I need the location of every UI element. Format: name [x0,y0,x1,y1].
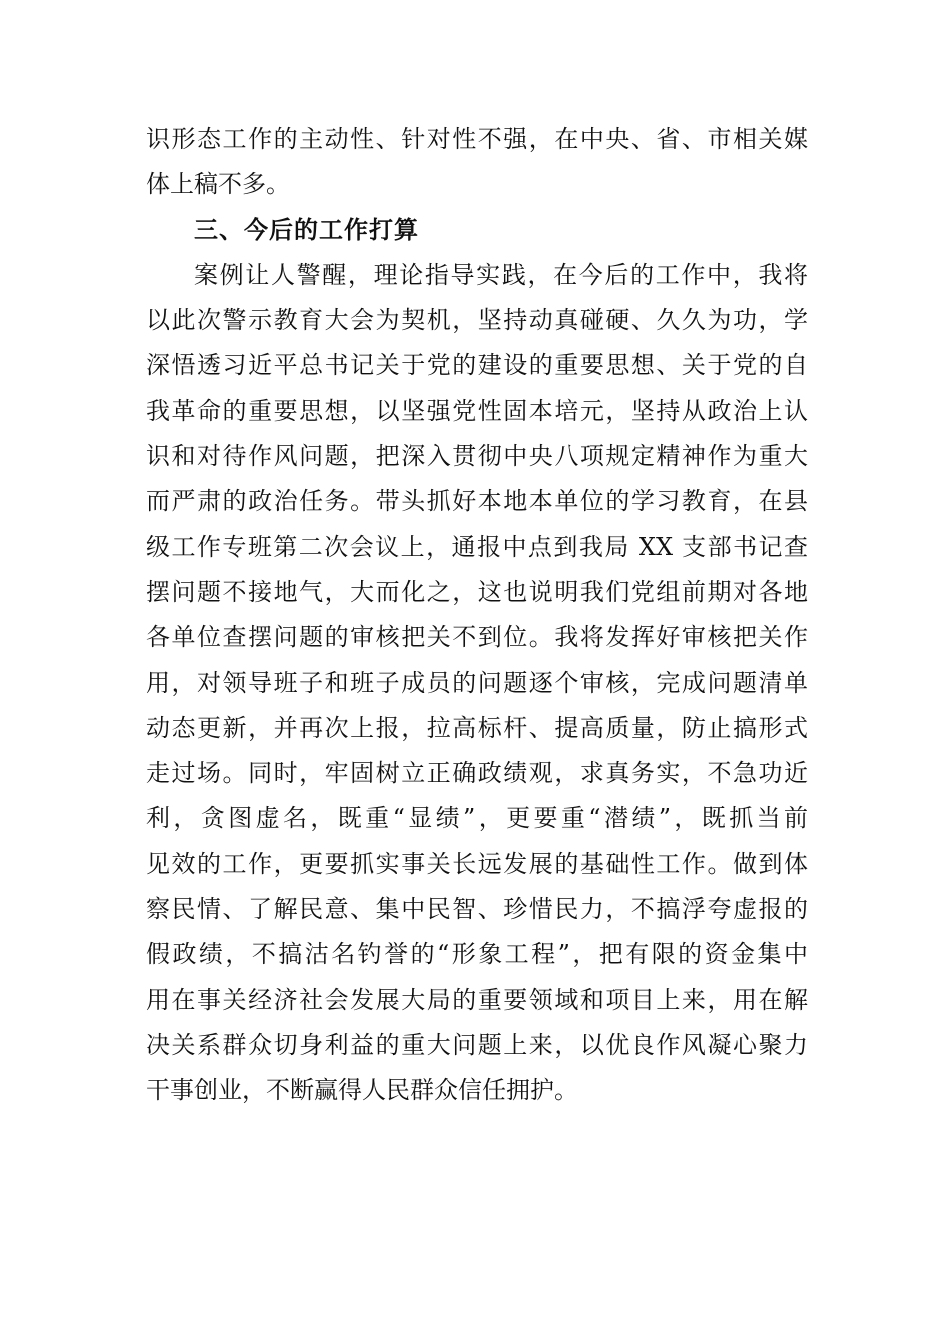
text-line: 案例让人警醒，理论指导实践，在今后的工作中，我将 [194,260,808,289]
text-line: 识和对待作风问题，把深入贯彻中央八项规定精神作为重大 [146,442,808,471]
text-line: 假政绩，不搞沽名钓誉的“形象工程”，把有限的资金集中 [146,940,808,969]
text-line: 用，对领导班子和班子成员的问题逐个审核，完成问题清单 [146,668,808,697]
text-line: 决关系群众切身利益的重大问题上来，以优良作风凝心聚力 [146,1030,808,1059]
text-line: 摆问题不接地气，大而化之，这也说明我们党组前期对各地 [146,577,808,606]
text-line: 利，贪图虚名，既重“显绩”，更要重“潜绩”，既抓当前 [146,804,808,833]
text-line: 以此次警示教育大会为契机，坚持动真碰硬、久久为功，学 [146,306,808,335]
text-line: 察民情、了解民意、集中民智、珍惜民力，不搞浮夸虚报的 [146,895,808,924]
document-body [146,117,808,1114]
text-line: 级工作专班第二次会议上，通报中点到我局 XX 支部书记查 [146,532,808,561]
text-line: 见效的工作，更要抓实事关长远发展的基础性工作。做到体 [146,849,808,878]
text-line: 识形态工作的主动性、针对性不强，在中央、省、市相关媒 [146,125,808,153]
text-line: 走过场。同时，牢固树立正确政绩观，求真务实，不急功近 [146,759,808,788]
text-line: 干事创业，不断赢得人民群众信任拥护。 [146,1076,578,1105]
text-line: 而严肃的政治任务。带头抓好本地本单位的学习教育，在县 [146,487,808,516]
text-line: 动态更新，并再次上报，拉高标杆、提高质量，防止搞形式 [146,713,808,742]
text-line: 体上稿不多。 [146,170,290,199]
text-line: 各单位查摆问题的审核把关不到位。我将发挥好审核把关作 [146,623,808,652]
text-line: 我革命的重要思想，以坚强党性固本培元，坚持从政治上认 [146,396,808,425]
section-heading: 三、今后的工作打算 [194,215,419,244]
text-line: 深悟透习近平总书记关于党的建设的重要思想、关于党的自 [146,351,808,380]
text-line: 用在事关经济社会发展大局的重要领域和项目上来，用在解 [146,985,808,1014]
